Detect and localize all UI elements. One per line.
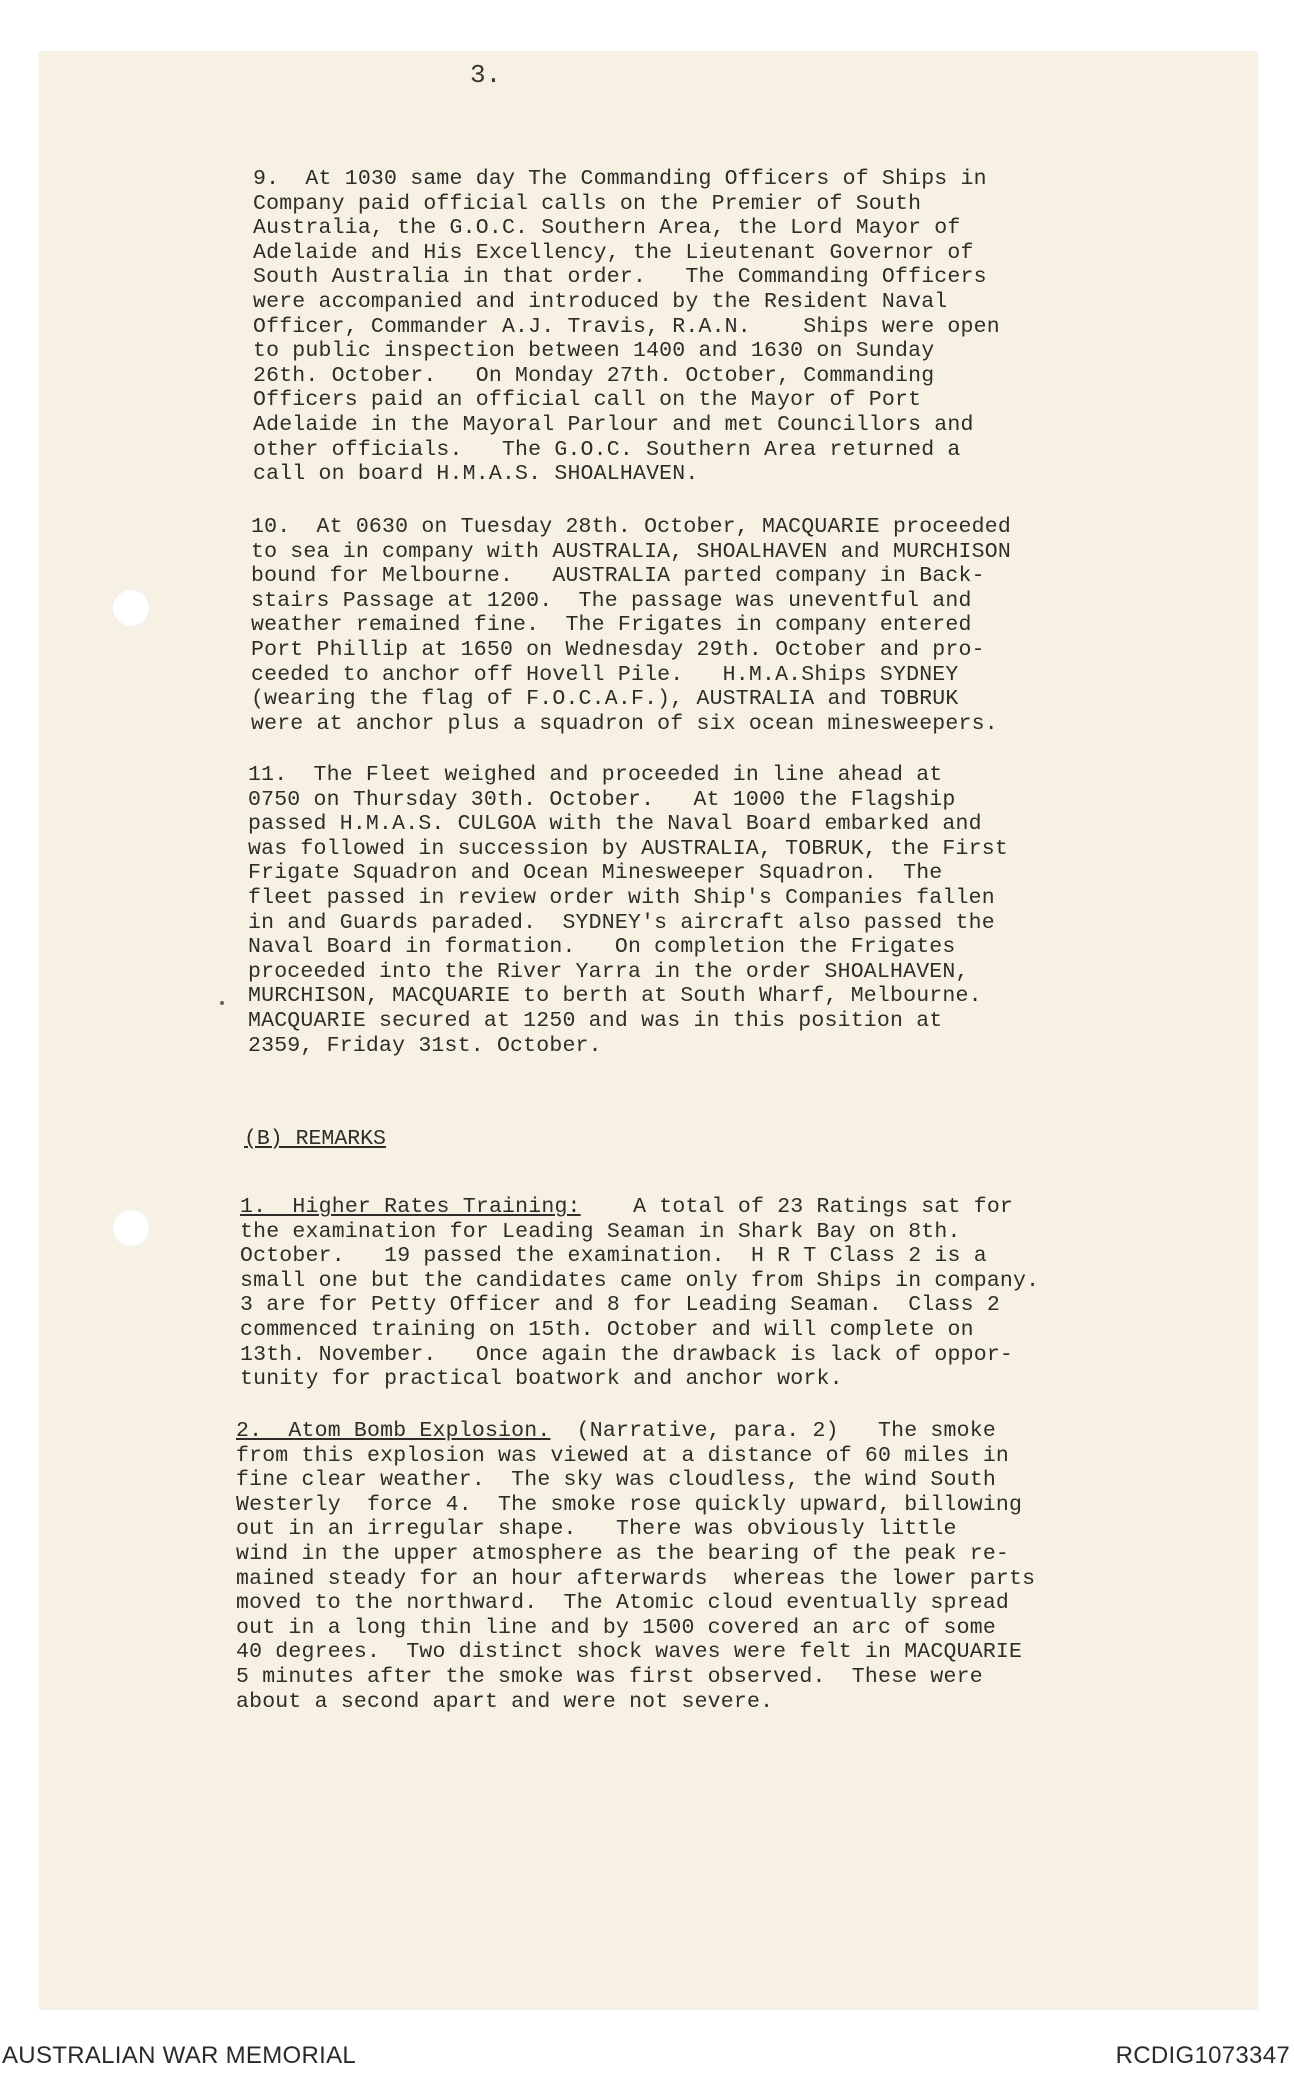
remark-1-heading: 1. Higher Rates Training:	[240, 1195, 581, 1219]
remark-2-first-line: (Narrative, para. 2) The smoke	[550, 1419, 996, 1443]
paper-speck	[220, 1001, 224, 1005]
footer-record-id: RCDIG1073347	[1115, 2042, 1290, 2069]
remark-1	[240, 1195, 1039, 1392]
paragraph-11: 11. The Fleet weighed and proceeded in line ahead at 0750 on Thursday 30th. October. At 1000 the Flagship passed H.M.A.S. CULGOA with the Naval Board embarked and was followed in succession by AUSTRALIA, TOBRUK, the First Frigate Squadron and Ocean Minesweeper Squadron. The fleet passed in review order with Ship's Companies fallen in and Guards paraded. SYDNEY's aircraft also passed the Naval Board in formation. On completion the Frigates proceeded into the River Yarra in the order SHOALHAVEN, MURCHISON, MACQUARIE to berth at South Wharf, Melbourne. MACQUARIE secured at 1250 and was in this position at 2359, Friday 31st. October.	[248, 763, 1008, 1058]
remark-2	[236, 1419, 1035, 1714]
remark-2-body: from this explosion was viewed at a distance of 60 miles in fine clear weather. The sky was cloudless, the wind South Westerly force 4. The smoke rose quickly upward, billowing out in an irregular shape. There was obviously little wind in the upper atmosphere as the bearing of the peak re- mained steady for an hour afterwards whereas the lower parts moved to the northward. The Atomic cloud eventually spread out in a long thin line and by 1500 covered an arc of some 40 degrees. Two distinct shock waves were felt in MACQUARIE 5 minutes after the smoke was first observed. These were about a second apart and were not severe.	[236, 1443, 1036, 1714]
remark-1-first-line: A total of 23 Ratings sat for	[580, 1195, 1014, 1219]
paragraph-10: 10. At 0630 on Tuesday 28th. October, MACQUARIE proceeded to sea in company with AUSTRALIA, SHOALHAVEN and MURCHISON bound for Melbourne. AUSTRALIA parted company in Back- stairs Passage at 1200. The passage was uneventful and weather remained fine. The Frigates in company entered Port Phillip at 1650 on Wednesday 29th. October and pro- ceeded to anchor off Hovell Pile. H.M.A.Ships SYDNEY (wearing the flag of F.O.C.A.F.), AUSTRALIA and TOBRUK were at anchor plus a squadron of six ocean minesweepers.	[251, 515, 1011, 736]
page-number: 3.	[470, 60, 502, 90]
punch-hole-top	[112, 589, 150, 627]
paragraph-9: 9. At 1030 same day The Commanding Officers of Ships in Company paid official calls on the Premier of South Australia, the G.O.C. Southern Area, the Lord Mayor of Adelaide and His Excellency, the Lieutenant Governor of South Australia in that order. The Commanding Officers were accompanied and introduced by the Resident Naval Officer, Commander A.J. Travis, R.A.N. Ships were open to public inspection between 1400 and 1630 on Sunday 26th. October. On Monday 27th. October, Commanding Officers paid an official call on the Mayor of Port Adelaide in the Mayoral Parlour and met Councillors and other officials. The G.O.C. Southern Area returned a call on board H.M.A.S. SHOALHAVEN.	[253, 167, 1000, 487]
footer-archive-name: AUSTRALIAN WAR MEMORIAL	[2, 2042, 357, 2069]
remark-2-heading: 2. Atom Bomb Explosion.	[236, 1419, 551, 1443]
punch-hole-bottom	[112, 1209, 150, 1247]
remark-1-body: the examination for Leading Seaman in Shark Bay on 8th. October. 19 passed the examination. H R T Class 2 is a small one but the candidates came only from Ships in company. 3 are for Petty Officer and 8 for Leading Seaman. Class 2 commenced training on 15th. October and will complete on 13th. November. Once again the drawback is lack of oppor- tunity for practical boatwork and anchor work.	[240, 1219, 1040, 1392]
remarks-heading: (B) REMARKS	[244, 1127, 386, 1151]
